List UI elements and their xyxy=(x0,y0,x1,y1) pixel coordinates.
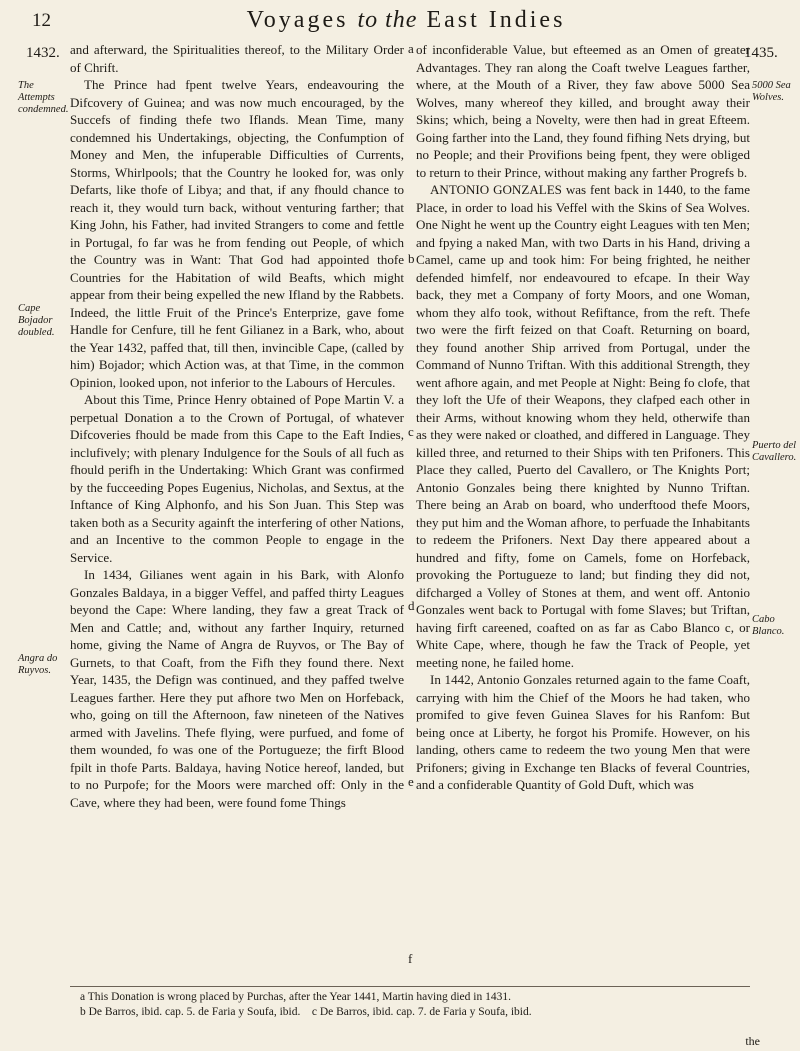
catchword: the xyxy=(745,1034,760,1048)
title-to-the: to the xyxy=(357,7,418,33)
paragraph: About this Time, Prince Henry obtained of Pope Martin V. a perpetual Donation a to the Crown of Portugal, of whatever Difcoveries fhould be made from this Cape to the Eaft Indies, inclufively; with plenary Indulgence for the Souls of all fuch as fhould perifh in the Undertaking: Which Grant was confirmed by the fucceeding Popes Eugenius, Nicholas, and Sextus, at the Inftance of King Alphonfo, and his Son Juan. This Step was taken both as a Security againft the interfering of other Nations, and an Incentive to the common People to engage in the Service. xyxy=(70,392,404,565)
running-header xyxy=(24,4,788,36)
paragraph: In 1434, Gilianes went again in his Bark, with Alonfo Gonzales Baldaya, in a bigger Veffel, and paffed thirty Leagues beyond the Cape: Where landing, they faw a great Track of Men and Cattle; and, without any farther Inquiry, returned home, giving the Name of Angra de Ruyvos, or The Bay of Gurnets, to that Coaft, from the Fifh they found there. Next Year, 1435, the Defign was continued, and they paffed twelve Leagues farther. Here they put afhore two Men on Horfeback, who, going on till the Afternoon, faw nineteen of the Natives armed with Javelins. Thefe flying, were purfued, and fome of them wounded, fo was one of the Portugueze; the firft Blood fpilt in thofe Parts. Baldaya, having Notice hereof, landed, but to no Purpofe; for the Moors were marched off: Only in the Cave, where they had been, were found fome Things xyxy=(70,567,404,810)
footnote-rule xyxy=(70,986,750,987)
title-suffix: East Indies xyxy=(426,7,566,33)
footnotes xyxy=(80,990,760,1020)
margin-note-cabo: Cabo Blanco. xyxy=(752,614,785,637)
section-letter-f: f xyxy=(408,951,413,966)
right-column xyxy=(416,41,750,794)
section-letter-e: e xyxy=(408,774,414,789)
section-letter-c: c xyxy=(408,424,414,439)
section-letter-d: d xyxy=(408,598,415,613)
left-column xyxy=(70,41,404,811)
section-letter-b: b xyxy=(408,251,415,266)
running-title xyxy=(24,7,788,34)
paragraph: In 1442, Antonio Gonzales returned again to the fame Coaft, carrying with him the Chief of the Moors he had taken, who promifed to give feven Guinea Slaves for his Ranfom: But being once at Liberty, he forgot his Promife. However, on his landing, others came to redeem the two young Men that were Prifoners; giving in Exchange ten Blacks of feveral Countries, and a confiderable Quantity of Gold Duft, which was xyxy=(416,672,750,792)
page-body xyxy=(70,41,750,986)
margin-note-bojador: Cape Bojador doubled. xyxy=(18,303,55,338)
footnote-a: a This Donation is wrong placed by Purchas, after the Year 1441, Martin having died in 1431. xyxy=(80,991,511,1003)
year-right: 1435. xyxy=(744,45,778,61)
margin-note-angra: Angra do Ruyvos. xyxy=(18,653,58,676)
paragraph: and afterward, the Spiritualities thereof, to the Military Order of Chrift. xyxy=(70,42,404,75)
margin-note-attempts: The Attempts condemned. xyxy=(18,80,69,115)
footnote-b-c xyxy=(80,1005,760,1020)
page-number: 12 xyxy=(32,10,51,31)
section-letter-a: a xyxy=(408,41,414,56)
paragraph: The Prince had fpent twelve Years, endeavouring the Difcovery of Guinea; and was now much encouraged, by the Succefs of finding thefe two Iflands. Mean Time, many condemned his Undertakings, objecting, the Confumption of Money and Men, the infuperable Difficulties of Currents, Storms, Whirlpools; that the Country he looked for, was only Defarts, like thofe of Libya; and that, if any fhould chance to reach it, they would turn back, without venturing farther; that King John, his Father, had invited Strangers to come and fettle in Portugal, fo far was he from fending out People, of which the Country was in Want: That God had appointed thofe Countries for the Habitation of wild Beafts, which might appear from their being expelled the new Ifland by the Rabbets. Indeed, the little Fruit of the Prince's Enterprize, gave fome Handle for Cenfure, till he fent Gilianez in a Bark, who, about the Year 1432, paffed that, till then, invincible Cape, (called by him) Bojador; which Action was, at that Time, in the common Opinion, looked upon, not inferior to the Labours of Hercules. xyxy=(70,77,404,390)
margin-note-sea-wolves: 5000 Sea Wolves. xyxy=(752,80,791,103)
paragraph: of inconfiderable Value, but efteemed as an Omen of greater Advantages. They ran along the Coaft twelve Leagues farther, where, at the Mouth of a River, they faw above 5000 Sea Wolves, many whereof they killed, and brought away their Skins; which, being a Novelty, were then had in great Efteem. Going farther into the Land, they found fifhing Nets drying, but no People; and their Provifions being fpent, they were obliged to return to their Prince, without making any farther Progrefs b. xyxy=(416,42,750,180)
paragraph: ANTONIO GONZALES was fent back in 1440, to the fame Place, in order to load his Veffel with the Skins of Sea Wolves. One Night he went up the Country eight Leagues with ten Men; and fpying a naked Man, with two Darts in his Hand, driving a Camel, came up and took him: For being frighted, he neither defended himfelf, nor endeavoured to efcape. In their Way back, they met a Company of forty Moors, and one Woman, whom they alfo took, without Refiftance, from the reft. Thefe two were the firft feized on that Coaft. Returning on board, they found another Ship arrived from Portugal, under the Command of Nunno Triftan. With this additional Strength, they went afhore again, and met People at Night: Being fo clofe, that they loft the Ufe of their Weapons, they clafped each other in their Arms, without knowing whom they held, otherwife than as they were naked or cloathed, and differed in Language. They killed three, and returned to their Ships with ten Prifoners. This Place they called, Puerto del Cavallero, or The Knights Port; Antonio Gonzales being there knighted by Nunno Triftan. There being an Arab on board, who underftood thefe Moors, they put him and the Woman afhore, to perfuade the Inhabitants to redeem the Prifoners. Next Day there appeared about a hundred and fifty, fome on Camels, fome on Horfeback, provoking the Portugueze to land; but finding they did not, difcharged a Volley of Stones at them, and went off. Antonio Gonzales went back to Portugal with fome Slaves; but Triftan, having firft careened, coafted on as far as Cabo Blanco c, or White Cape, where, though he faw the Track of People, yet meeting none, he failed home. xyxy=(416,182,750,670)
footnote-b: b De Barros, ibid. cap. 5. de Faria y Soufa, ibid. xyxy=(80,1006,301,1018)
margin-note-puerto: Puerto del Cavallero. xyxy=(752,440,797,463)
title-prefix: Voyages xyxy=(246,7,349,33)
footnote-c: c De Barros, ibid. cap. 7. de Faria y Soufa, ibid. xyxy=(311,1006,532,1018)
year-left: 1432. xyxy=(26,45,60,61)
